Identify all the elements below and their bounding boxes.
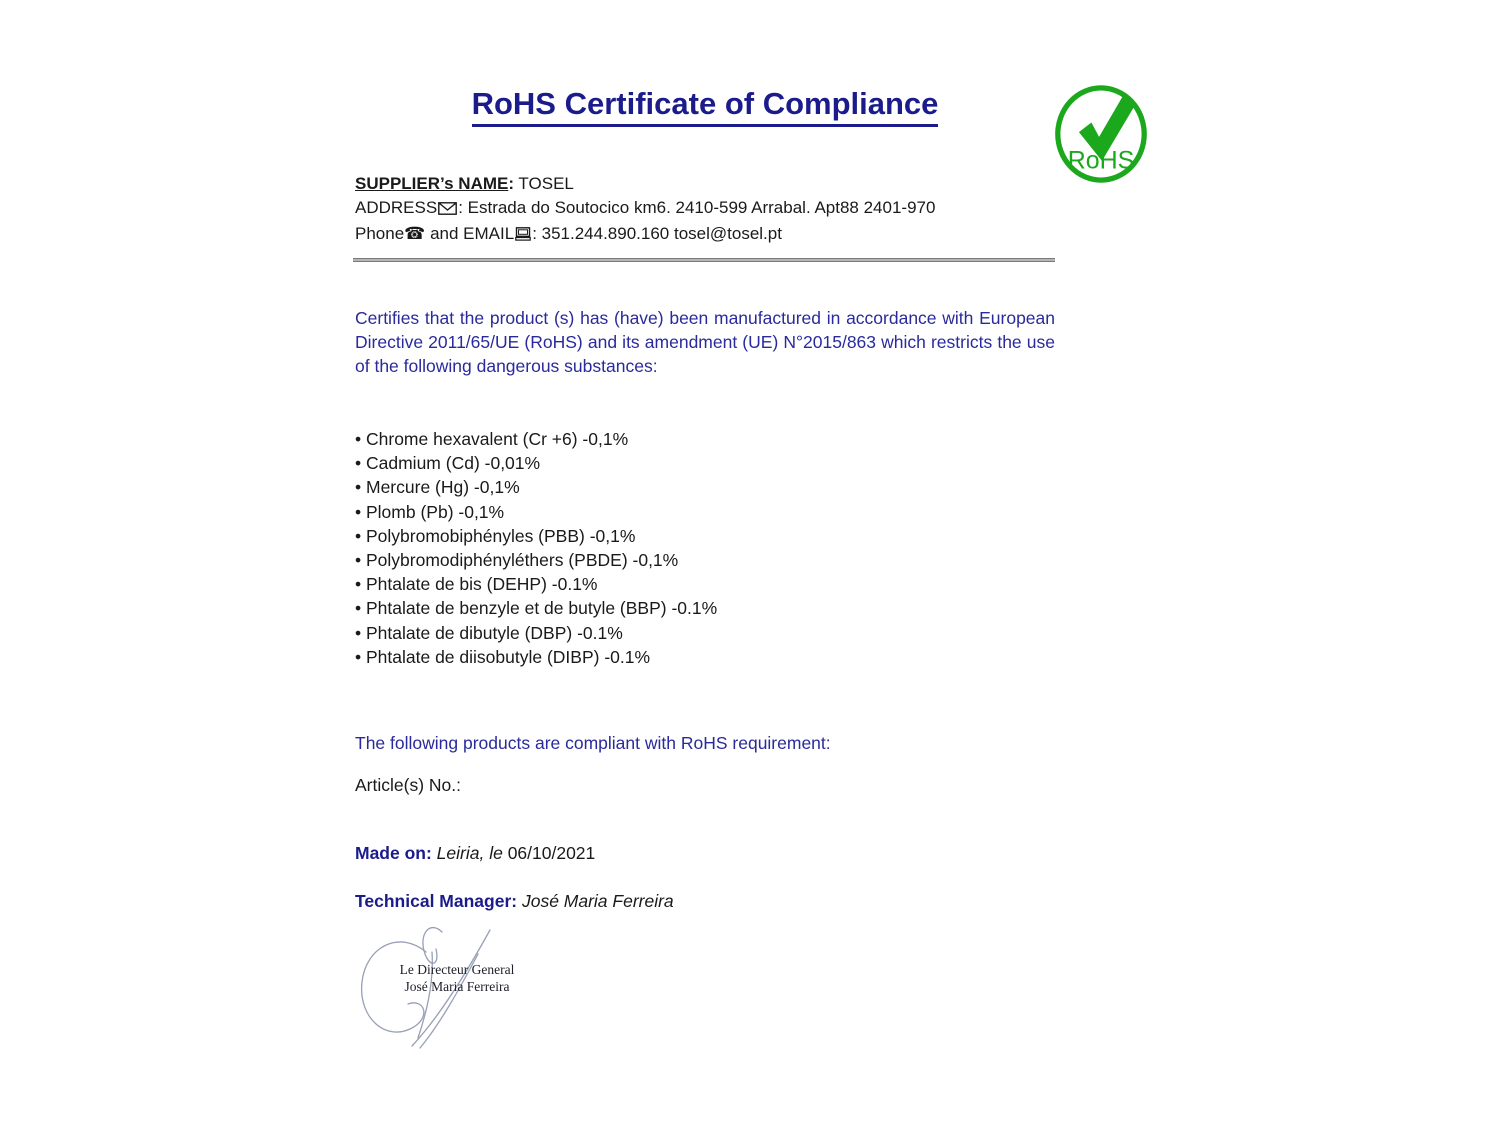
signature-text: [392, 962, 522, 995]
contact-value: : 351.244.890.160 tosel@tosel.pt: [532, 224, 782, 243]
supplier-name-colon: :: [508, 174, 515, 193]
certification-statement: Certifies that the product (s) has (have) been manufactured in accordance with European Directive 2011/65/UE (RoHS) and its amendment (UE) N°2015/863 which restricts the use of the following dangerous substances:: [355, 308, 1055, 376]
made-on-place: Leiria, le: [431, 843, 503, 863]
signature-block: [352, 922, 552, 1057]
substance-item: • Chrome hexavalent (Cr +6) -0,1%: [355, 427, 1055, 451]
supplier-info: [355, 172, 1055, 248]
compliance-statement: The following products are compliant with RoHS requirement:: [355, 733, 831, 753]
substance-item: • Phtalate de bis (DEHP) -0.1%: [355, 572, 1055, 596]
substance-item: • Phtalate de dibutyle (DBP) -0.1%: [355, 621, 1055, 645]
made-on-label: Made on:: [355, 843, 432, 863]
substance-item: • Phtalate de diisobutyle (DIBP) -0.1%: [355, 645, 1055, 669]
substance-item: • Polybromodiphényléthers (PBDE) -0,1%: [355, 548, 1055, 572]
address-value: : Estrada do Soutocico km6. 2410-599 Arrabal. Apt88 2401-970: [458, 198, 936, 217]
substance-item: • Cadmium (Cd) -0,01%: [355, 451, 1055, 475]
rohs-logo: [1053, 84, 1149, 184]
computer-icon: [515, 224, 531, 248]
email-label: and EMAIL: [425, 224, 515, 243]
substances-list: [355, 427, 1055, 669]
address-label: ADDRESS: [355, 198, 438, 217]
technical-manager-label: Technical Manager:: [355, 891, 518, 911]
signature-line1: Le Directeur General: [399, 962, 515, 977]
horizontal-divider: [353, 258, 1055, 262]
article-number-label: Article(s) No.:: [355, 775, 461, 795]
title-row: [355, 86, 1055, 127]
supplier-contact-line: [355, 222, 1055, 248]
rohs-logo-text: RoHS: [1067, 146, 1135, 175]
supplier-name-line: [355, 172, 1055, 196]
phone-icon: ☎: [404, 224, 426, 244]
substance-item: • Mercure (Hg) -0,1%: [355, 475, 1055, 499]
technical-manager-name: José Maria Ferreira: [517, 891, 674, 911]
made-on-date: 06/10/2021: [502, 843, 596, 863]
made-on-line: [355, 843, 595, 864]
supplier-name-label: SUPPLIER’s NAME: [355, 174, 509, 193]
supplier-address-line: [355, 196, 1055, 222]
substance-item: • Polybromobiphényles (PBB) -0,1%: [355, 524, 1055, 548]
rohs-logo-graphic: [1053, 84, 1149, 184]
phone-label: Phone: [355, 224, 405, 243]
supplier-name-value: TOSEL: [514, 174, 574, 193]
signature-line2: José Maria Ferreira: [404, 978, 510, 994]
technical-manager-line: [355, 891, 674, 912]
envelope-icon: [438, 198, 457, 222]
substance-item: • Phtalate de benzyle et de butyle (BBP) -0.1%: [355, 596, 1055, 620]
substance-item: • Plomb (Pb) -0,1%: [355, 500, 1055, 524]
page-title: RoHS Certificate of Compliance: [472, 86, 939, 127]
